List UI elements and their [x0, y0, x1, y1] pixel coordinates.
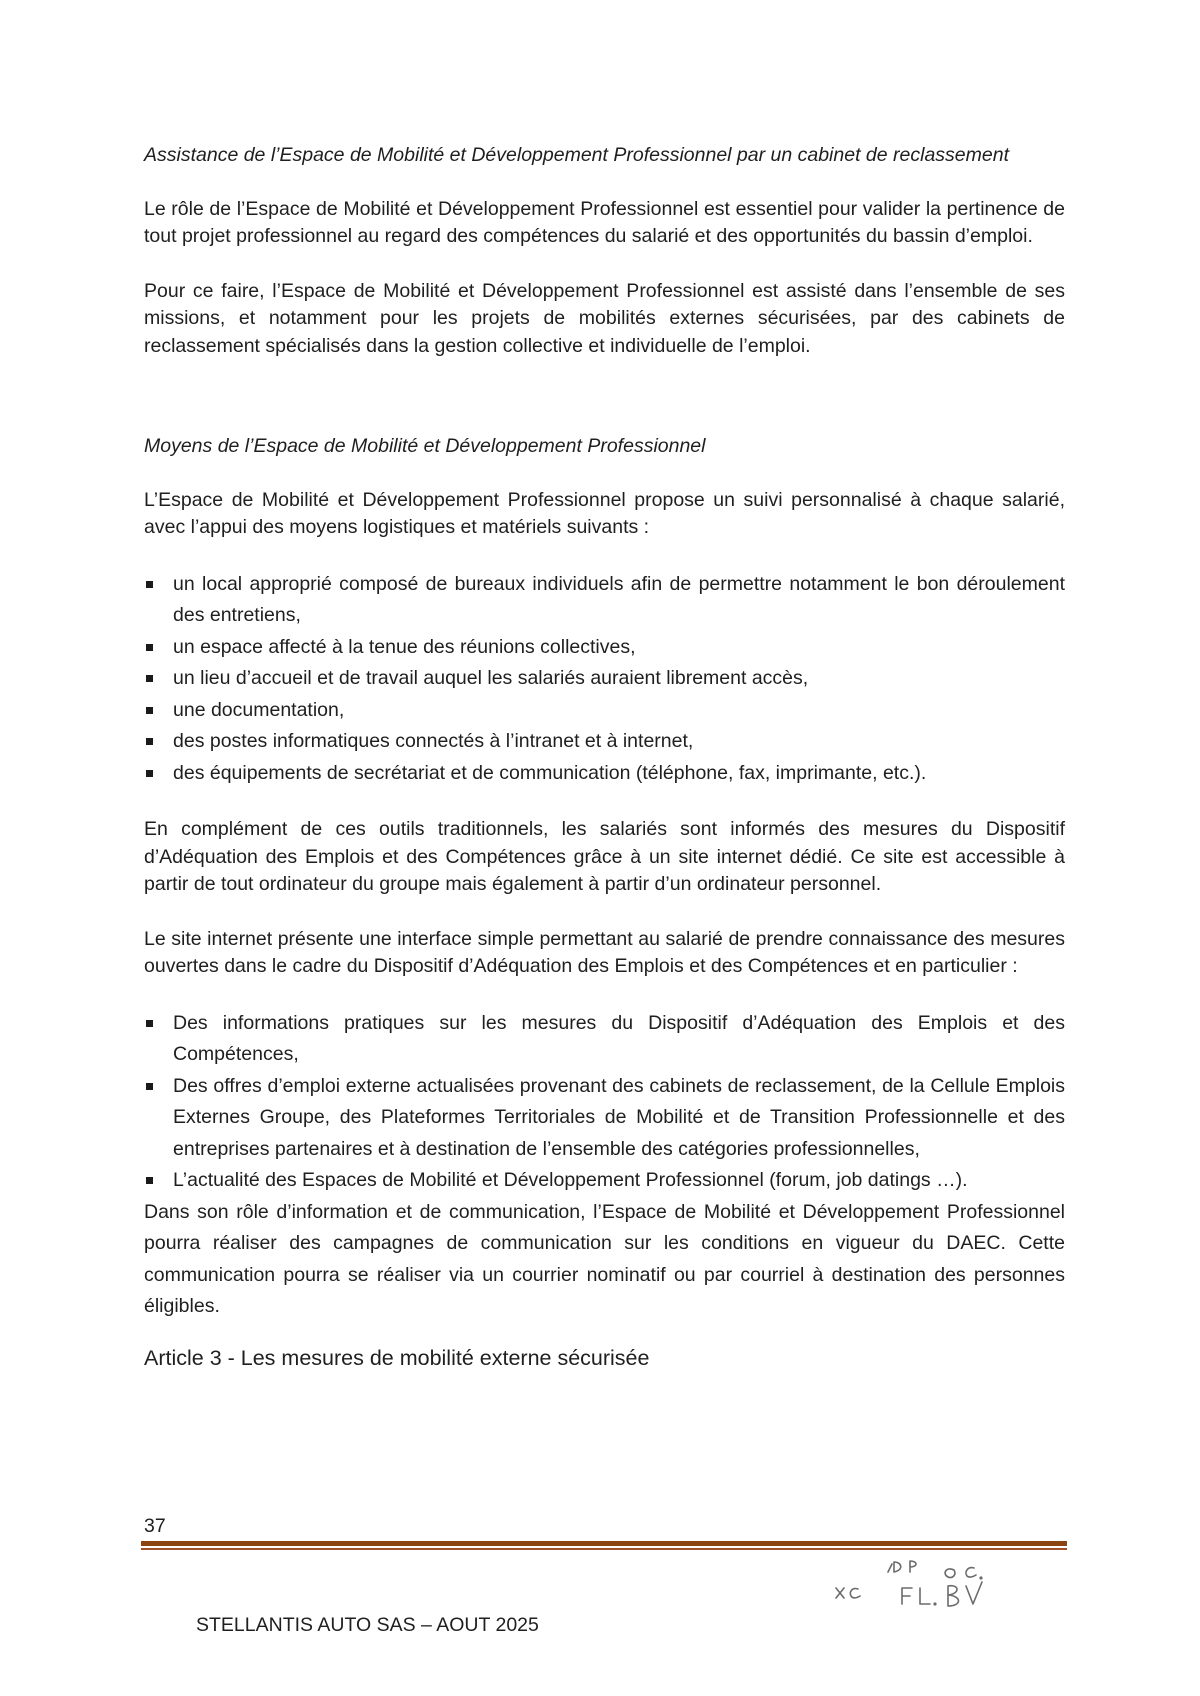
list-item-text: Des informations pratiques sur les mesures du Dispositif d’Adéquation des Emplois et des Compétences, [173, 1011, 1065, 1065]
list-item-text: des postes informatiques connectés à l’intranet et à internet, [173, 730, 694, 752]
bullet-square-icon [146, 581, 153, 588]
footer-text: STELLANTIS AUTO SAS – AOUT 2025 [196, 1614, 539, 1636]
bullet-list-site [144, 1008, 1065, 1197]
list-item [144, 726, 1065, 758]
list-item-text: un lieu d’accueil et de travail auquel les salariés auraient librement accès, [173, 667, 809, 689]
paragraph-site: En complément de ces outils traditionnels, les salariés sont informés des mesures du Dispositif d’Adéquation des Emplois et des Compétences grâce à un site internet dédié. Ce site est accessible à partir de tout ordinateur du groupe mais également à partir d’un ordinateur personnel. [144, 818, 1065, 895]
bullet-list-moyens [144, 569, 1065, 790]
paragraph-role: Le rôle de l’Espace de Mobilité et Développement Professionnel est essentiel pour valider la pertinence de tout projet professionnel au regard des compétences du salarié et des opportunités du bassin d’emploi. [144, 197, 1065, 247]
bullet-square-icon [146, 644, 153, 651]
section-spacer [144, 387, 1065, 433]
list-item [144, 758, 1065, 790]
bullet-square-icon [146, 1177, 153, 1184]
bullet-square-icon [146, 1020, 153, 1027]
list-item-text: L’actualité des Espaces de Mobilité et Développement Professionnel (forum, job datings …). [173, 1169, 968, 1191]
list-item [144, 695, 1065, 727]
list-item-text: une documentation, [173, 698, 345, 721]
section-title-moyens: Moyens de l’Espace de Mobilité et Développement Professionnel [144, 435, 706, 457]
list-item-text: Des offres d’emploi externe actualisées provenant des cabinets de reclassement, de la Cellule Emplois Externes Groupe, des Plateformes Territoriales de Mobilité et de Transition Professionnelle et des entreprises partenaires et à destination de l’ensemble des catégories professionnelles, [173, 1074, 1065, 1160]
list-item [144, 1008, 1065, 1071]
bullet-square-icon [146, 707, 153, 714]
paragraph-interface: Le site internet présente une interface simple permettant au salarié de prendre connaissance des mesures ouvertes dans le cadre du Dispositif d’Adéquation des Emplois et des Compétences et en particulier : [144, 927, 1065, 977]
footer-rule-thick [141, 1541, 1067, 1546]
bullet-square-icon [146, 1083, 153, 1090]
list-item-text: un espace affecté à la tenue des réunions collectives, [173, 635, 636, 658]
list-item [144, 1071, 1065, 1166]
list-item-text: un local approprié composé de bureaux individuels afin de permettre notamment le bon déroulement des entretiens, [173, 572, 1065, 626]
list-item [144, 569, 1065, 632]
list-item-text: des équipements de secrétariat et de communication (téléphone, fax, imprimante, etc.). [173, 761, 927, 784]
bullet-square-icon [146, 675, 153, 682]
section-title-assistance: Assistance de l’Espace de Mobilité et Développement Professionnel par un cabinet de reclassement [144, 144, 1009, 166]
bullet-square-icon [146, 738, 153, 745]
bullet-square-icon [146, 770, 153, 777]
list-item [144, 663, 1065, 695]
page-content [144, 142, 1065, 1372]
paragraph-communication: Dans son rôle d’information et de communication, l’Espace de Mobilité et Développement Professionnel pourra réaliser des campagnes de communication sur les conditions en vigueur du DAEC. Cette communication pourra se réaliser via un courrier nominatif ou par courriel à destination des personnes éligibles. [144, 1200, 1065, 1317]
paragraph-moyens-intro: L’Espace de Mobilité et Développement Professionnel propose un suivi personnalisé à chaque salarié, avec l’appui des moyens logistiques et matériels suivants : [144, 488, 1065, 538]
paragraph-assistance: Pour ce faire, l’Espace de Mobilité et Développement Professionnel est assisté dans l’ensemble de ses missions, et notamment pour les projets de mobilités externes sécurisées, par des cabinets de reclassement spécialisés dans la gestion collective et individuelle de l’emploi. [144, 279, 1065, 357]
list-item [144, 1165, 1065, 1197]
handwritten-initials-signature [830, 1556, 1010, 1616]
page-number: 37 [144, 1515, 166, 1537]
article-title: Article 3 - Les mesures de mobilité externe sécurisée [144, 1345, 650, 1370]
footer-rule-thin [141, 1548, 1067, 1550]
list-item [144, 632, 1065, 664]
